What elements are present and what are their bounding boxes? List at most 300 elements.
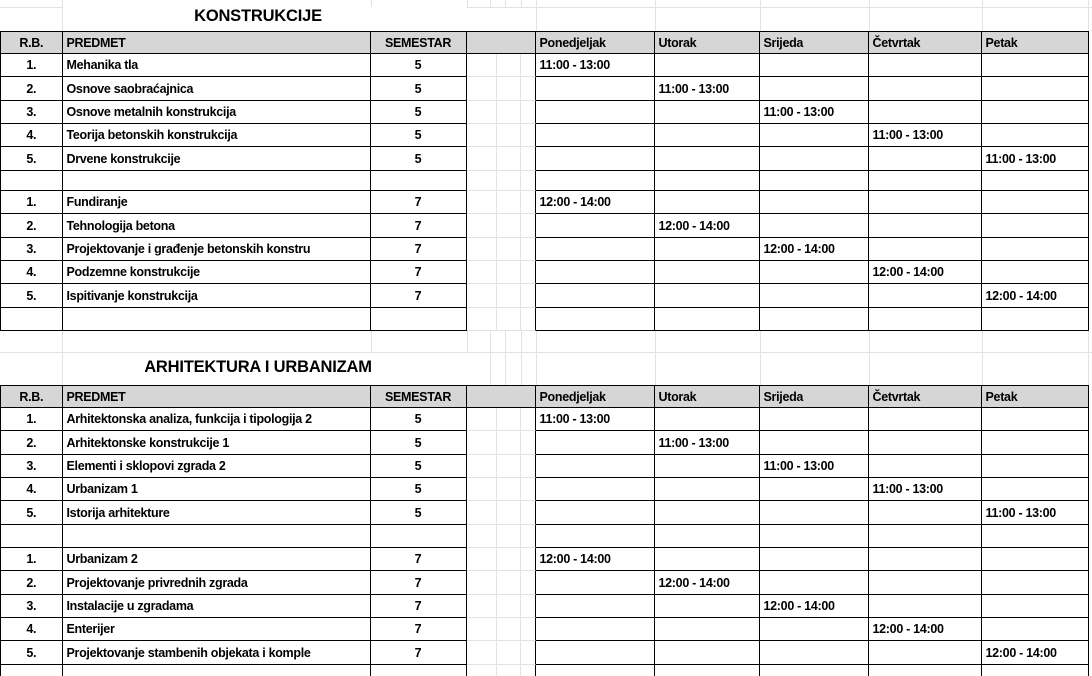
empty-day-cell[interactable]	[536, 641, 655, 665]
subject-cell[interactable]: Arhitektonske konstrukcije 1	[63, 431, 371, 455]
gap-cell[interactable]	[497, 408, 521, 431]
semester-cell[interactable]: 7	[371, 548, 467, 571]
empty-day-cell[interactable]	[869, 501, 982, 525]
rb-cell[interactable]: 2.	[1, 571, 63, 595]
time-cell[interactable]: 12:00 - 14:00	[655, 214, 760, 238]
subject-cell[interactable]: Projektovanje stambenih objekata i komple	[63, 641, 371, 665]
gap-cell[interactable]	[467, 665, 497, 676]
gap-cell[interactable]	[467, 124, 497, 147]
gap-cell[interactable]	[497, 284, 521, 308]
semester-cell[interactable]: 7	[371, 641, 467, 665]
gap-cell[interactable]	[497, 191, 521, 214]
semester-cell[interactable]: 5	[371, 478, 467, 501]
subject-cell[interactable]: Osnove metalnih konstrukcija	[63, 101, 371, 124]
semester-cell[interactable]: 5	[371, 455, 467, 478]
rb-cell[interactable]: 5.	[1, 641, 63, 665]
gap-cell[interactable]	[497, 431, 521, 455]
rb-cell[interactable]: 4.	[1, 261, 63, 284]
gap-cell[interactable]	[497, 238, 521, 261]
subject-cell[interactable]: Urbanizam 1	[63, 478, 371, 501]
gap-cell[interactable]	[467, 54, 497, 77]
rb-cell[interactable]: 2.	[1, 431, 63, 455]
rb-cell[interactable]: 1.	[1, 54, 63, 77]
gap-cell[interactable]	[467, 284, 497, 308]
empty-day-cell[interactable]	[869, 284, 982, 308]
empty-day-cell[interactable]	[869, 408, 982, 431]
empty-cell[interactable]	[63, 308, 371, 331]
gap-cell[interactable]	[521, 595, 536, 618]
faint-gridline	[467, 7, 1092, 8]
semester-cell[interactable]: 7	[371, 618, 467, 641]
empty-day-cell[interactable]	[760, 571, 869, 595]
empty-day-cell[interactable]	[655, 308, 760, 331]
table-title-konstrukcije[interactable]: KONSTRUKCIJE	[194, 6, 322, 25]
time-cell[interactable]: 11:00 - 13:00	[536, 54, 655, 77]
empty-day-cell[interactable]	[869, 101, 982, 124]
gap-cell[interactable]	[521, 124, 536, 147]
faint-gridline	[371, 330, 372, 352]
empty-day-cell[interactable]	[536, 101, 655, 124]
empty-cell[interactable]	[1, 308, 63, 331]
empty-day-cell[interactable]	[869, 641, 982, 665]
empty-day-cell[interactable]	[982, 548, 1089, 571]
empty-day-cell[interactable]	[760, 284, 869, 308]
semester-cell[interactable]: 5	[371, 431, 467, 455]
empty-day-cell[interactable]	[982, 455, 1089, 478]
empty-day-cell[interactable]	[655, 171, 760, 191]
empty-day-cell[interactable]	[760, 147, 869, 171]
day-header-ponedjeljak[interactable]: Ponedjeljak	[536, 32, 655, 54]
gap-cell[interactable]	[467, 525, 497, 548]
empty-cell[interactable]	[371, 665, 467, 676]
empty-day-cell[interactable]	[982, 214, 1089, 238]
gap-cell[interactable]	[521, 408, 536, 431]
col-header-rb[interactable]: R.B.	[1, 32, 63, 54]
empty-day-cell[interactable]	[760, 171, 869, 191]
rb-cell[interactable]: 5.	[1, 284, 63, 308]
empty-day-cell[interactable]	[655, 408, 760, 431]
gap-cell[interactable]	[521, 191, 536, 214]
gap-cell[interactable]	[497, 525, 521, 548]
empty-day-cell[interactable]	[655, 284, 760, 308]
gap-cell[interactable]	[467, 641, 497, 665]
gap-cell[interactable]	[497, 641, 521, 665]
gap-header-cell[interactable]	[467, 386, 536, 408]
empty-day-cell[interactable]	[655, 124, 760, 147]
day-header-srijeda[interactable]: Srijeda	[760, 32, 869, 54]
faint-gridline	[982, 0, 983, 31]
rb-cell[interactable]: 1.	[1, 548, 63, 571]
empty-day-cell[interactable]	[760, 308, 869, 331]
subject-cell[interactable]: Osnove saobraćajnica	[63, 77, 371, 101]
empty-day-cell[interactable]	[869, 665, 982, 676]
empty-day-cell[interactable]	[536, 595, 655, 618]
empty-day-cell[interactable]	[869, 77, 982, 101]
rb-cell[interactable]: 1.	[1, 191, 63, 214]
time-cell[interactable]: 11:00 - 13:00	[869, 478, 982, 501]
gap-cell[interactable]	[521, 455, 536, 478]
empty-cell[interactable]	[1, 665, 63, 676]
empty-cell[interactable]	[371, 308, 467, 331]
empty-day-cell[interactable]	[536, 478, 655, 501]
empty-day-cell[interactable]	[869, 191, 982, 214]
empty-cell[interactable]	[63, 171, 371, 191]
semester-cell[interactable]: 5	[371, 77, 467, 101]
empty-day-cell[interactable]	[982, 571, 1089, 595]
empty-day-cell[interactable]	[982, 101, 1089, 124]
empty-day-cell[interactable]	[655, 595, 760, 618]
gap-cell[interactable]	[497, 214, 521, 238]
rb-cell[interactable]: 4.	[1, 618, 63, 641]
semester-cell[interactable]: 5	[371, 501, 467, 525]
subject-cell[interactable]: Tehnologija betona	[63, 214, 371, 238]
semester-cell[interactable]: 7	[371, 238, 467, 261]
semester-cell[interactable]: 7	[371, 595, 467, 618]
empty-day-cell[interactable]	[760, 548, 869, 571]
gap-cell[interactable]	[521, 501, 536, 525]
semester-cell[interactable]: 5	[371, 147, 467, 171]
subject-cell[interactable]: Projektovanje privrednih zgrada	[63, 571, 371, 595]
empty-day-cell[interactable]	[536, 501, 655, 525]
gap-cell[interactable]	[521, 571, 536, 595]
day-header-cetvrtak[interactable]: Četvrtak	[869, 386, 982, 408]
gap-cell[interactable]	[521, 308, 536, 331]
subject-cell[interactable]: Enterijer	[63, 618, 371, 641]
faint-gridline	[536, 330, 537, 385]
time-cell[interactable]: 11:00 - 13:00	[869, 124, 982, 147]
col-header-rb[interactable]: R.B.	[1, 386, 63, 408]
time-cell[interactable]: 11:00 - 13:00	[760, 455, 869, 478]
rb-cell[interactable]: 2.	[1, 77, 63, 101]
rb-cell[interactable]: 1.	[1, 408, 63, 431]
empty-day-cell[interactable]	[655, 261, 760, 284]
rb-cell[interactable]: 3.	[1, 238, 63, 261]
faint-gridline	[521, 0, 522, 7]
faint-gridline	[467, 330, 468, 352]
empty-day-cell[interactable]	[982, 478, 1089, 501]
time-cell[interactable]: 12:00 - 14:00	[536, 191, 655, 214]
subject-cell[interactable]: Drvene konstrukcije	[63, 147, 371, 171]
gap-cell[interactable]	[521, 214, 536, 238]
table-title-arhitektura-i-urbanizam[interactable]: ARHITEKTURA I URBANIZAM	[144, 358, 372, 376]
gap-cell[interactable]	[521, 665, 536, 676]
gap-cell[interactable]	[467, 214, 497, 238]
time-cell[interactable]: 12:00 - 14:00	[655, 571, 760, 595]
time-cell[interactable]: 11:00 - 13:00	[536, 408, 655, 431]
empty-cell[interactable]	[371, 171, 467, 191]
semester-cell[interactable]: 7	[371, 284, 467, 308]
faint-gridline	[505, 0, 506, 7]
gap-cell[interactable]	[497, 501, 521, 525]
semester-cell[interactable]: 7	[371, 261, 467, 284]
time-cell[interactable]: 11:00 - 13:00	[982, 501, 1089, 525]
time-cell[interactable]: 11:00 - 13:00	[982, 147, 1089, 171]
empty-day-cell[interactable]	[869, 147, 982, 171]
gap-cell[interactable]	[497, 171, 521, 191]
empty-day-cell[interactable]	[655, 54, 760, 77]
semester-cell[interactable]: 7	[371, 571, 467, 595]
rb-cell[interactable]: 2.	[1, 214, 63, 238]
gap-cell[interactable]	[521, 641, 536, 665]
gap-cell[interactable]	[467, 548, 497, 571]
gap-cell[interactable]	[497, 101, 521, 124]
empty-day-cell[interactable]	[982, 525, 1089, 548]
day-header-utorak[interactable]: Utorak	[655, 386, 760, 408]
empty-day-cell[interactable]	[536, 147, 655, 171]
gap-cell[interactable]	[467, 261, 497, 284]
time-cell[interactable]: 11:00 - 13:00	[655, 431, 760, 455]
gap-cell[interactable]	[467, 431, 497, 455]
faint-gridline	[467, 0, 468, 7]
subject-cell[interactable]: Instalacije u zgradama	[63, 595, 371, 618]
gap-cell[interactable]	[467, 77, 497, 101]
empty-day-cell[interactable]	[760, 478, 869, 501]
empty-day-cell[interactable]	[982, 77, 1089, 101]
empty-day-cell[interactable]	[982, 261, 1089, 284]
empty-day-cell[interactable]	[536, 77, 655, 101]
empty-day-cell[interactable]	[655, 147, 760, 171]
gap-cell[interactable]	[497, 261, 521, 284]
gap-cell[interactable]	[467, 171, 497, 191]
empty-day-cell[interactable]	[760, 501, 869, 525]
empty-day-cell[interactable]	[982, 308, 1089, 331]
gap-cell[interactable]	[467, 478, 497, 501]
empty-day-cell[interactable]	[536, 124, 655, 147]
faint-gridline	[1088, 0, 1089, 31]
time-cell[interactable]: 11:00 - 13:00	[655, 77, 760, 101]
empty-cell[interactable]	[63, 525, 371, 548]
gap-cell[interactable]	[467, 147, 497, 171]
empty-day-cell[interactable]	[982, 171, 1089, 191]
subject-cell[interactable]: Mehanika tla	[63, 54, 371, 77]
empty-day-cell[interactable]	[760, 525, 869, 548]
rb-cell[interactable]: 5.	[1, 147, 63, 171]
subject-cell[interactable]: Projektovanje i građenje betonskih konstru	[63, 238, 371, 261]
gap-cell[interactable]	[467, 595, 497, 618]
gap-cell[interactable]	[521, 525, 536, 548]
empty-day-cell[interactable]	[655, 641, 760, 665]
subject-cell[interactable]: Ispitivanje konstrukcija	[63, 284, 371, 308]
gap-header-cell[interactable]	[467, 32, 536, 54]
subject-cell[interactable]: Teorija betonskih konstrukcija	[63, 124, 371, 147]
empty-day-cell[interactable]	[655, 478, 760, 501]
gap-cell[interactable]	[467, 455, 497, 478]
empty-day-cell[interactable]	[869, 595, 982, 618]
empty-day-cell[interactable]	[869, 525, 982, 548]
faint-gridline	[490, 330, 491, 385]
subject-cell[interactable]: Fundiranje	[63, 191, 371, 214]
gap-cell[interactable]	[521, 77, 536, 101]
empty-day-cell[interactable]	[536, 238, 655, 261]
gap-cell[interactable]	[467, 101, 497, 124]
subject-cell[interactable]: Arhitektonska analiza, funkcija i tipologija 2	[63, 408, 371, 431]
time-cell[interactable]: 12:00 - 14:00	[982, 641, 1089, 665]
gap-cell[interactable]	[497, 548, 521, 571]
empty-day-cell[interactable]	[869, 214, 982, 238]
empty-day-cell[interactable]	[536, 284, 655, 308]
empty-day-cell[interactable]	[536, 455, 655, 478]
empty-day-cell[interactable]	[655, 618, 760, 641]
semester-cell[interactable]: 7	[371, 214, 467, 238]
empty-cell[interactable]	[1, 171, 63, 191]
semester-cell[interactable]: 7	[371, 191, 467, 214]
empty-day-cell[interactable]	[760, 214, 869, 238]
empty-day-cell[interactable]	[655, 501, 760, 525]
empty-day-cell[interactable]	[982, 431, 1089, 455]
time-cell[interactable]: 12:00 - 14:00	[869, 261, 982, 284]
faint-gridline	[536, 0, 537, 31]
empty-day-cell[interactable]	[982, 124, 1089, 147]
empty-day-cell[interactable]	[655, 238, 760, 261]
gap-cell[interactable]	[497, 571, 521, 595]
empty-day-cell[interactable]	[536, 665, 655, 676]
empty-day-cell[interactable]	[760, 124, 869, 147]
subject-cell[interactable]: Podzemne konstrukcije	[63, 261, 371, 284]
empty-day-cell[interactable]	[982, 618, 1089, 641]
gap-cell[interactable]	[497, 54, 521, 77]
empty-cell[interactable]	[1, 525, 63, 548]
gap-cell[interactable]	[497, 665, 521, 676]
empty-day-cell[interactable]	[536, 431, 655, 455]
empty-day-cell[interactable]	[760, 261, 869, 284]
gap-cell[interactable]	[521, 284, 536, 308]
empty-day-cell[interactable]	[655, 525, 760, 548]
empty-day-cell[interactable]	[536, 571, 655, 595]
empty-day-cell[interactable]	[655, 191, 760, 214]
empty-day-cell[interactable]	[869, 238, 982, 261]
empty-day-cell[interactable]	[760, 431, 869, 455]
rb-cell[interactable]: 3.	[1, 101, 63, 124]
empty-day-cell[interactable]	[982, 238, 1089, 261]
day-header-petak[interactable]: Petak	[982, 32, 1089, 54]
rb-cell[interactable]: 3.	[1, 455, 63, 478]
empty-day-cell[interactable]	[760, 618, 869, 641]
empty-day-cell[interactable]	[536, 618, 655, 641]
faint-gridline	[505, 330, 506, 385]
day-header-utorak[interactable]: Utorak	[655, 32, 760, 54]
empty-day-cell[interactable]	[760, 641, 869, 665]
day-header-petak[interactable]: Petak	[982, 386, 1089, 408]
empty-day-cell[interactable]	[982, 665, 1089, 676]
gap-cell[interactable]	[497, 147, 521, 171]
time-cell[interactable]: 12:00 - 14:00	[760, 595, 869, 618]
empty-day-cell[interactable]	[982, 191, 1089, 214]
rb-cell[interactable]: 4.	[1, 478, 63, 501]
gap-cell[interactable]	[521, 101, 536, 124]
empty-day-cell[interactable]	[536, 308, 655, 331]
gap-cell[interactable]	[521, 238, 536, 261]
col-header-predmet[interactable]: PREDMET	[63, 386, 371, 408]
empty-day-cell[interactable]	[869, 431, 982, 455]
empty-day-cell[interactable]	[536, 525, 655, 548]
gap-cell[interactable]	[521, 261, 536, 284]
gap-cell[interactable]	[497, 455, 521, 478]
gap-cell[interactable]	[521, 618, 536, 641]
gap-cell[interactable]	[521, 147, 536, 171]
empty-day-cell[interactable]	[655, 101, 760, 124]
rb-cell[interactable]: 5.	[1, 501, 63, 525]
time-cell[interactable]: 12:00 - 14:00	[869, 618, 982, 641]
empty-day-cell[interactable]	[760, 77, 869, 101]
gap-cell[interactable]	[497, 308, 521, 331]
col-header-semestar[interactable]: SEMESTAR	[371, 386, 467, 408]
gap-cell[interactable]	[467, 238, 497, 261]
empty-day-cell[interactable]	[760, 191, 869, 214]
time-cell[interactable]: 11:00 - 13:00	[760, 101, 869, 124]
col-header-predmet[interactable]: PREDMET	[63, 32, 371, 54]
gap-cell[interactable]	[497, 595, 521, 618]
faint-gridline	[869, 0, 870, 31]
time-cell[interactable]: 12:00 - 14:00	[760, 238, 869, 261]
faint-gridline	[0, 7, 62, 8]
gap-cell[interactable]	[521, 431, 536, 455]
semester-cell[interactable]: 5	[371, 101, 467, 124]
empty-day-cell[interactable]	[760, 665, 869, 676]
empty-day-cell[interactable]	[536, 261, 655, 284]
gap-cell[interactable]	[521, 54, 536, 77]
empty-day-cell[interactable]	[655, 455, 760, 478]
empty-day-cell[interactable]	[655, 548, 760, 571]
empty-day-cell[interactable]	[869, 455, 982, 478]
time-cell[interactable]: 12:00 - 14:00	[982, 284, 1089, 308]
gap-cell[interactable]	[467, 571, 497, 595]
empty-day-cell[interactable]	[982, 54, 1089, 77]
empty-day-cell[interactable]	[655, 665, 760, 676]
day-header-cetvrtak[interactable]: Četvrtak	[869, 32, 982, 54]
empty-day-cell[interactable]	[536, 214, 655, 238]
empty-day-cell[interactable]	[869, 54, 982, 77]
faint-gridline	[982, 330, 983, 385]
empty-day-cell[interactable]	[982, 595, 1089, 618]
gap-cell[interactable]	[467, 408, 497, 431]
empty-day-cell[interactable]	[760, 408, 869, 431]
rb-cell[interactable]: 4.	[1, 124, 63, 147]
gap-cell[interactable]	[467, 308, 497, 331]
empty-day-cell[interactable]	[869, 571, 982, 595]
semester-cell[interactable]: 5	[371, 124, 467, 147]
empty-day-cell[interactable]	[982, 408, 1089, 431]
empty-day-cell[interactable]	[869, 308, 982, 331]
gap-cell[interactable]	[521, 478, 536, 501]
empty-day-cell[interactable]	[760, 54, 869, 77]
faint-gridline	[655, 330, 656, 385]
gap-cell[interactable]	[467, 618, 497, 641]
subject-cell[interactable]: Elementi i sklopovi zgrada 2	[63, 455, 371, 478]
rb-cell[interactable]: 3.	[1, 595, 63, 618]
semester-cell[interactable]: 5	[371, 54, 467, 77]
gap-cell[interactable]	[497, 124, 521, 147]
semester-cell[interactable]: 5	[371, 408, 467, 431]
day-header-srijeda[interactable]: Srijeda	[760, 386, 869, 408]
empty-day-cell[interactable]	[869, 548, 982, 571]
empty-cell[interactable]	[371, 525, 467, 548]
subject-cell[interactable]: Istorija arhitekture	[63, 501, 371, 525]
gap-cell[interactable]	[497, 478, 521, 501]
gap-cell[interactable]	[467, 501, 497, 525]
empty-day-cell[interactable]	[536, 171, 655, 191]
gap-cell[interactable]	[521, 171, 536, 191]
day-header-ponedjeljak[interactable]: Ponedjeljak	[536, 386, 655, 408]
gap-cell[interactable]	[467, 191, 497, 214]
subject-cell[interactable]: Urbanizam 2	[63, 548, 371, 571]
gap-cell[interactable]	[497, 77, 521, 101]
empty-cell[interactable]	[63, 665, 371, 676]
gap-cell[interactable]	[521, 548, 536, 571]
col-header-semestar[interactable]: SEMESTAR	[371, 32, 467, 54]
gap-cell[interactable]	[497, 618, 521, 641]
empty-day-cell[interactable]	[869, 171, 982, 191]
time-cell[interactable]: 12:00 - 14:00	[536, 548, 655, 571]
